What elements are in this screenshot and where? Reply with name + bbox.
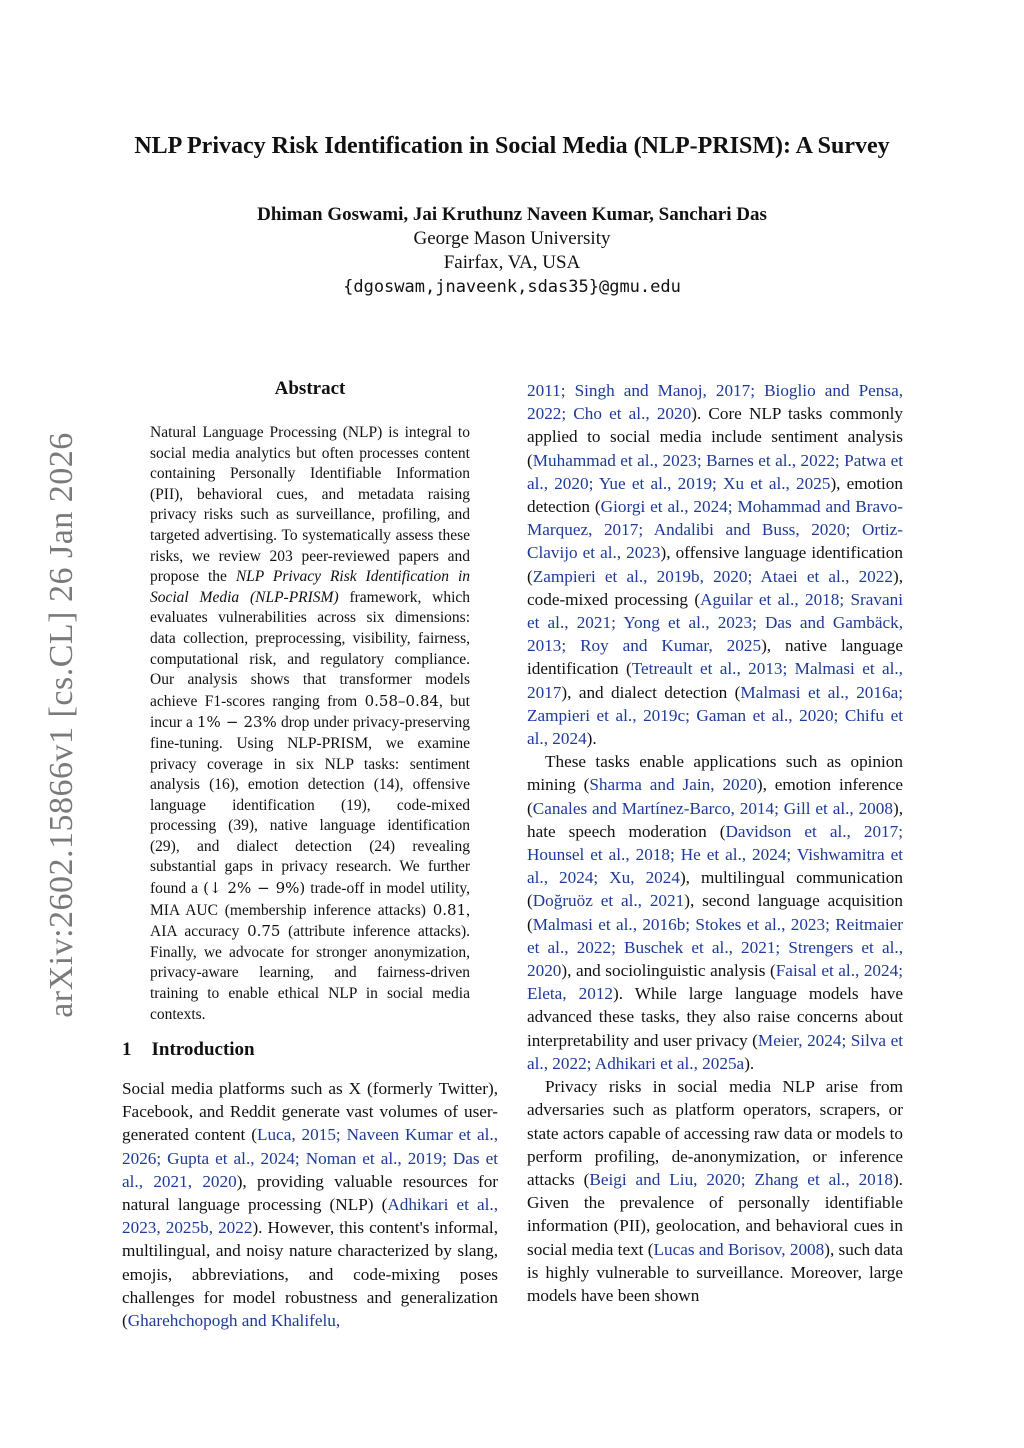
intro-right-column: [527, 379, 903, 1307]
intro-left-column: [122, 1077, 498, 1332]
paper-title: NLP Privacy Risk Identification in Social Media (NLP-PRISM): A Survey: [134, 133, 890, 159]
citation-link[interactable]: Zampieri et al., 2019b, 2020; Ataei et al., 2022: [532, 566, 893, 586]
citation-link[interactable]: Malmasi et al., 2016b; Stokes et al., 2023; Reitmaier et al., 2022; Buschek et al., 2021; Strengers et al., 2020: [527, 914, 903, 981]
abstract-heading: Abstract: [274, 378, 346, 399]
citation-link[interactable]: Gharehchopogh and Khalifelu,: [127, 1311, 341, 1331]
citation-link[interactable]: Faisal et al., 2024; Eleta, 2012: [527, 961, 903, 1004]
affiliation: George Mason University: [413, 228, 611, 249]
citation-link[interactable]: Adhikari et al., 2023, 2025b, 2022: [122, 1195, 499, 1238]
citation-link[interactable]: 2011; Singh and Manoj, 2017; Bioglio and Pensa, 2022; Cho et al., 2020: [527, 381, 903, 424]
citation-link[interactable]: Luca, 2015; Naveen Kumar et al., 2026; Gupta et al., 2024; Noman et al., 2019; Das et al., 2021, 2020: [122, 1125, 499, 1191]
intro-paragraph-2: These tasks enable applications such as opinion mining (Sharma and Jain, 2020), emotion inference (Canales and Martínez-Barco, 2014; Gill et al., 2008), hate speech moderation (Davidson et al., 2017; Hounsel et al., 2018; He et al., 2024; Vishwamitra et al., 2024; Xu, 2024), multilingual communication (Doğruöz et al., 2021), second language acquisition (Malmasi et al., 2016b; Stokes et al., 2023; Reitmaier et al., 2022; Buschek et al., 2021; Strengers et al., 2020), and sociolinguistic analysis (Faisal et al., 2024; Eleta, 2012). While large language models have advanced these tasks, they also raise concerns about interpretability and user privacy (Meier, 2024; Silva et al., 2022; Adhikari et al., 2025a).: [527, 752, 904, 1073]
location: Fairfax, VA, USA: [443, 252, 581, 273]
section-title: Introduction: [151, 1039, 255, 1060]
citation-link[interactable]: Sharma and Jain, 2020: [589, 775, 757, 795]
arxiv-stamp: arXiv:2602.15866v1 [cs.CL] 26 Jan 2026: [43, 432, 80, 1018]
citation-link[interactable]: Lucas and Borisov, 2008: [653, 1239, 825, 1259]
citation-link[interactable]: Meier, 2024; Silva et al., 2022; Adhikari et al., 2025a: [527, 1030, 903, 1073]
citation-link[interactable]: Muhammad et al., 2023; Barnes et al., 2022; Patwa et al., 2020; Yue et al., 2019; Xu et al., 2025: [527, 450, 903, 493]
abstract-paragraph: Natural Language Processing (NLP) is integral to social media analytics but often processes content containing Personally Identifiable Information (PII), behavioral cues, and metadata raising privacy risks such as surveillance, profiling, and targeted advertising. To systematically assess these risks, we review 203 peer-reviewed papers and propose the NLP Privacy Risk Identification in Social Media (NLP-PRISM) framework, which evaluates vulnerabilities across six dimensions: data collection, preprocessing, visibility, fairness, computational risk, and regulatory compliance. Our analysis shows that transformer models achieve F1-scores ranging from 0.58–0.84, but incur a 1% − 23% drop under privacy-preserving fine-tuning. Using NLP-PRISM, we examine privacy coverage in six NLP tasks: sentiment analysis (16), emotion detection (14), offensive language identification (19), code-mixed processing (39), native language identification (29), and dialect detection (24) revealing substantial gaps in privacy research. We further found a (↓ 2% − 9%) trade-off in model utility, MIA AUC (membership inference attacks) 0.81, AIA accuracy 0.75 (attribute inference attacks). Finally, we advocate for stronger anonymization, privacy-aware learning, and fairness-driven training to enable ethical NLP in social media contexts.: [150, 424, 471, 1023]
author-names: Dhiman Goswami, Jai Kruthunz Naveen Kumar, Sanchari Das: [257, 204, 767, 225]
citation-link[interactable]: Malmasi et al., 2016a; Zampieri et al., 2019c; Gaman et al., 2020; Chifu et al., 2024: [527, 682, 903, 749]
citation-link[interactable]: Canales and Martínez-Barco, 2014; Gill et al., 2008: [532, 798, 893, 818]
author-block: [0, 203, 1024, 299]
citation-link[interactable]: Davidson et al., 2017; Hounsel et al., 2018; He et al., 2024; Vishwamitra et al., 2024; Xu, 2024: [527, 821, 904, 888]
citation-link[interactable]: Giorgi et al., 2024; Mohammad and Bravo-Marquez, 2017; Andalibi and Buss, 2020; Ortiz-Clavijo et al., 2023: [527, 497, 903, 563]
abstract-body: [150, 423, 470, 1025]
citation-link[interactable]: Aguilar et al., 2018; Sravani et al., 2021; Yong et al., 2023; Das and Gambäck, 2013; Roy and Kumar, 2025: [527, 589, 903, 656]
intro-paragraph-1: Social media platforms such as X (formerly Twitter), Facebook, and Reddit generate vast volumes of user-generated content (Luca, 2015; Naveen Kumar et al., 2026; Gupta et al., 2024; Noman et al., 2019; Das et al., 2021, 2020), providing valuable resources for natural language processing (NLP) (Adhikari et al., 2023, 2025b, 2022). However, this content's informal, multilingual, and noisy nature characterized by slang, emojis, abbreviations, and code-mixing poses challenges for model robustness and generalization (Gharehchopogh and Khalifelu,: [122, 1079, 499, 1331]
intro-paragraph-1-continued: 2011; Singh and Manoj, 2017; Bioglio and Pensa, 2022; Cho et al., 2020). Core NLP tasks commonly applied to social media include sentiment analysis (Muhammad et al., 2023; Barnes et al., 2022; Patwa et al., 2020; Yue et al., 2019; Xu et al., 2025), emotion detection (Giorgi et al., 2024; Mohammad and Bravo-Marquez, 2017; Andalibi and Buss, 2020; Ortiz-Clavijo et al., 2023), offensive language identification (Zampieri et al., 2019b, 2020; Ataei et al., 2022), code-mixed processing (Aguilar et al., 2018; Sravani et al., 2021; Yong et al., 2023; Das and Gambäck, 2013; Roy and Kumar, 2025), native language identification (Tetreault et al., 2013; Malmasi et al., 2017), and dialect detection (Malmasi et al., 2016a; Zampieri et al., 2019c; Gaman et al., 2020; Chifu et al., 2024).: [527, 381, 903, 749]
citation-link[interactable]: Beigi and Liu, 2020; Zhang et al., 2018: [589, 1169, 893, 1189]
author-emails: {dgoswam,jnaveenk,sdas35}@gmu.edu: [343, 277, 681, 297]
intro-paragraph-3: Privacy risks in social media NLP arise from adversaries such as platform operators, scrapers, or state actors capable of accessing raw data or models to perform profiling, de-anonymization, or inference attacks (Beigi and Liu, 2020; Zhang et al., 2018). Given the prevalence of personally identifiable information (PII), geolocation, and behavioral cues in social media text (Lucas and Borisov, 2008), such data is highly vulnerable to surveillance. Moreover, large models have been shown: [527, 1077, 903, 1305]
section-heading-introduction: [122, 1039, 255, 1061]
citation-link[interactable]: Doğruöz et al., 2021: [532, 891, 685, 911]
section-number: 1: [122, 1039, 132, 1060]
citation-link[interactable]: Tetreault et al., 2013; Malmasi et al., 2017: [527, 659, 903, 702]
